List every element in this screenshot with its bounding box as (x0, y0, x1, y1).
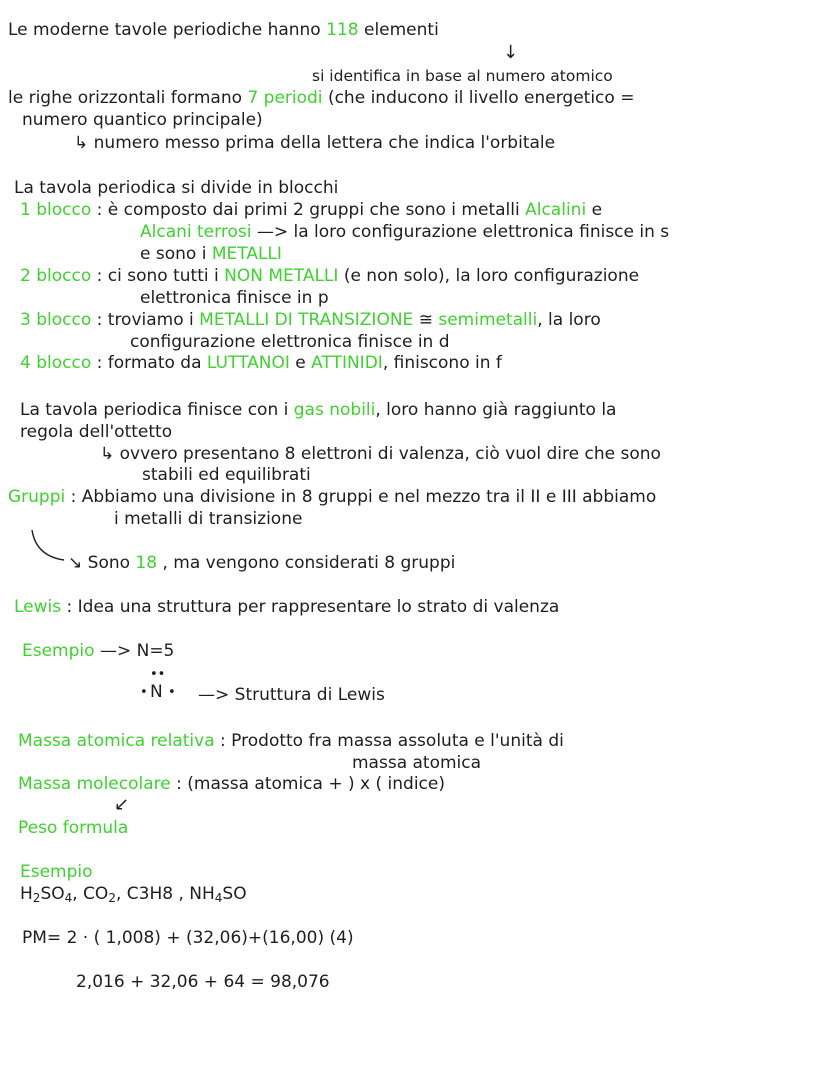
block-3-line (20, 310, 601, 331)
block-4-label: 4 blocco (20, 353, 92, 373)
calc-line-1: PM= 2 · ( 1,008) + (32,06)+(16,00) (4) (22, 928, 354, 948)
curve-arrow-icon (28, 528, 72, 564)
periods-count: 7 periodi (247, 88, 323, 108)
conjunction: e (591, 200, 603, 220)
approx-symbol: ≅ (418, 310, 433, 330)
h-subscript: 2 (32, 891, 41, 905)
so-end-symbol: SO (222, 884, 247, 904)
lewis-line (14, 597, 559, 618)
co-symbol: , CO (72, 884, 109, 904)
metalli-term: METALLI (211, 244, 282, 264)
block-1-label: 1 blocco (20, 200, 92, 220)
block-2-line-2: elettronica finisce in p (140, 288, 329, 308)
intro-text: Le moderne tavole periodiche hanno (8, 20, 321, 40)
block-3-label: 3 blocco (20, 310, 92, 330)
intro-text-end: elementi (363, 20, 439, 40)
octet-rule: regola dell'ottetto (20, 422, 173, 442)
block-2-text: : ci sono tutti i (96, 266, 219, 286)
example-label: Esempio (22, 641, 95, 661)
orbital-note: ↳ numero messo prima della lettera che indica l'orbitale (74, 133, 556, 153)
lewis-example-line (22, 641, 174, 662)
groups-line-2: i metalli di transizione (114, 509, 303, 529)
nh-subscript: 4 (214, 891, 223, 905)
molecular-mass-line (18, 774, 445, 795)
blocks-intro: La tavola periodica si divide in blocchi (14, 178, 339, 198)
quantum-number-line: numero quantico principale) (22, 110, 263, 130)
atomic-number-note: si identifica in base al numero atomico (312, 67, 613, 85)
lewis-text: : Idea una struttura per rappresentare lo strato di valenza (66, 597, 560, 617)
block-1-line-3 (140, 244, 282, 265)
relative-mass-line (18, 731, 564, 752)
periods-note: (che inducono il livello energetico = (327, 88, 635, 108)
h-symbol: H (20, 884, 33, 904)
noble-gas-line (20, 400, 616, 421)
groups-count-tail: , ma vengono considerati 8 gruppi (162, 553, 456, 573)
so-symbol: SO (40, 884, 65, 904)
molecular-mass-label: Massa molecolare (18, 774, 171, 794)
valence-note: ↳ ovvero presentano 8 elettroni di valenza, ciò vuol dire che sono (100, 444, 661, 464)
block-1-line (20, 200, 602, 221)
periods-text: le righe orizzontali formano (8, 88, 243, 108)
block-1-metals-text: e sono i (140, 244, 207, 264)
relative-mass-line-2: massa atomica (352, 753, 482, 773)
block-3-tail: , la loro (537, 310, 601, 330)
periods-line (8, 88, 634, 109)
metalli-transizione-term: METALLI DI TRANSIZIONE (199, 310, 414, 330)
down-arrow-icon: ↓ (503, 42, 519, 63)
example-2-label: Esempio (20, 862, 93, 882)
element-count: 118 (326, 20, 359, 40)
semimetalli-term: semimetalli (438, 310, 538, 330)
block-4-text: : formato da (96, 353, 202, 373)
lewis-dot-pair-top: •• (150, 667, 166, 682)
gas-nobili-term: gas nobili (293, 400, 376, 420)
block-1-config: —> la loro configurazione elettronica finisce in s (256, 222, 670, 242)
non-metalli-term: NON METALLI (224, 266, 339, 286)
intro-line (8, 20, 439, 41)
conjunction-2: e (295, 353, 306, 373)
groups-line (8, 487, 656, 508)
relative-mass-label: Massa atomica relativa (18, 731, 215, 751)
alcani-terrosi-term: Alcani terrosi (140, 222, 252, 242)
diagonal-arrow-icon: ↙ (114, 794, 130, 815)
block-2-note: (e non solo), la loro configurazione (343, 266, 640, 286)
block-4-line (20, 353, 502, 374)
lewis-dot-left: • (140, 685, 148, 700)
block-1-line-2 (140, 222, 669, 243)
formula-weight-label: Peso formula (18, 818, 129, 838)
groups-count-line (68, 553, 455, 574)
lewis-label: Lewis (14, 597, 62, 617)
relative-mass-text: : Prodotto fra massa assoluta e l'unità di (220, 731, 564, 751)
groups-count-text: ↘ Sono (68, 553, 131, 573)
groups-number: 18 (135, 553, 158, 573)
block-2-label: 2 blocco (20, 266, 92, 286)
noble-text-2: , loro hanno già raggiunto la (375, 400, 617, 420)
lewis-structure (140, 668, 180, 708)
lewis-dot-right: • (168, 685, 176, 700)
nitrogen-symbol: N (150, 682, 163, 702)
so-subscript: 4 (64, 891, 73, 905)
block-3-text: : troviamo i (96, 310, 194, 330)
example-value: —> N=5 (99, 641, 175, 661)
calc-line-2: 2,016 + 32,06 + 64 = 98,076 (76, 972, 330, 992)
noble-text: La tavola periodica finisce con i (20, 400, 289, 420)
stable-note: stabili ed equilibrati (142, 465, 311, 485)
formulas-line (20, 884, 247, 909)
molecular-mass-text: : (massa atomica + ) x ( indice) (176, 774, 445, 794)
block-4-tail: , finiscono in f (382, 353, 502, 373)
c3h8-nh-symbol: , C3H8 , NH (115, 884, 215, 904)
groups-text: : Abbiamo una divisione in 8 gruppi e nel mezzo tra il II e III abbiamo (70, 487, 657, 507)
lantanidi-term: LUTTANOI (206, 353, 290, 373)
block-2-line (20, 266, 639, 287)
co-subscript: 2 (108, 891, 116, 905)
lewis-structure-label: —> Struttura di Lewis (198, 685, 385, 705)
block-3-line-2: configurazione elettronica finisce in d (130, 332, 450, 352)
alcalini-term: Alcalini (525, 200, 587, 220)
groups-label: Gruppi (8, 487, 66, 507)
attinidi-term: ATTINIDI (311, 353, 383, 373)
block-1-text: : è composto dai primi 2 gruppi che sono i metalli (96, 200, 520, 220)
